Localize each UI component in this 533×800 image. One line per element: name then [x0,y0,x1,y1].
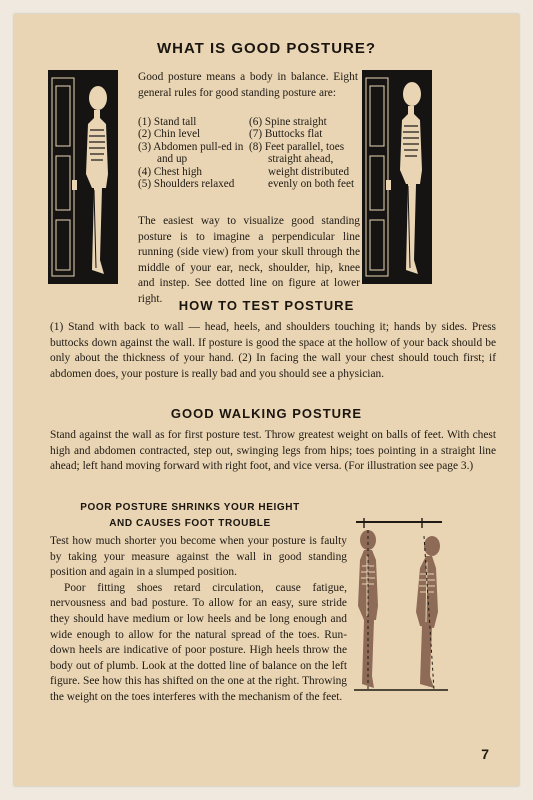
section-heading-walking: GOOD WALKING POSTURE [170,406,363,421]
skeleton-doorway-illustration [48,70,118,284]
posture-comparison-figure [350,516,452,694]
rules-column-left [138,116,248,190]
rules-column-right [249,116,361,190]
shoes-paragraph: Poor fitting shoes retard circulation, cause fatigue, nervousness and bad posture. To allow for an easy, sure stride they should have medium or low heels and be long enough and wide enough to allow for the natural spread of the toes. Run-down heels are indicative of poor posture. High heels throw the body out of plumb. Look at the dotted line of balance on the left figure. See how this has shifted on the one at the right. Throwing the weight on the toes interferes with the mechanism of the feet. [50,581,347,703]
page-number: 7 [481,746,489,762]
intro-paragraph: Good posture means a body in balance. Eight general rules for good standing posture are: [138,71,358,99]
skeleton-doorway-illustration [362,70,432,284]
section-heading-test: HOW TO TEST POSTURE [178,298,355,313]
skeleton-comparison-illustration [350,516,452,694]
rule-item: (3) Abdomen pull-ed in and up [138,140,244,166]
rule-item: (7) Buttocks flat [249,128,323,141]
walking-paragraph: Stand against the wall as for first posture test. Throw greatest weight on balls of feet. With chest high and abdomen contracted, step out, swinging legs from hips; toes pointing in a straight line ahead; left hand moving forward with right foot, and vice versa. (For illustration see page 3.) [50,429,496,473]
shrink-heading-line: POOR POSTURE SHRINKS YOUR HEIGHT [80,502,300,513]
shrink-section-text [50,534,347,706]
section-heading-shrink [80,500,300,532]
shrink-heading-line: AND CAUSES FOOT TROUBLE [109,518,271,529]
test-paragraph: (1) Stand with back to wall — head, heels, and shoulders touching it; hands by sides. Press buttocks down against the wall. If posture is good the space at the hollow of your back should be only about the thickness of your hand. (2) In facing the wall your chest should touch first; if abdomen does, your posture is really bad and you should see a physician. [50,321,496,380]
shrink-paragraph: Test how much shorter you become when your posture is faulty by taking your measure against the wall in good standing position and again in a slumped position. [50,535,347,579]
rule-item: (2) Chin level [138,128,201,141]
posture-figure-right [362,70,432,284]
rule-item: (4) Chest high [138,165,203,178]
posture-figure-left [48,70,118,284]
rule-item: (5) Shoulders relaxed [138,178,235,191]
document-page [14,14,519,786]
rule-item: (6) Spine straight [249,116,327,128]
page-title: WHAT IS GOOD POSTURE? [156,40,377,57]
rule-item: (1) Stand tall [138,116,197,128]
visualize-paragraph: The easiest way to visualize good standing posture is to imagine a perpendicular line running (side view) from your skull through the middle of your ear, neck, shoulder, hip, knee and instep. See dotted line on figure at lower right. [138,215,360,305]
rule-item: (8) Feet parallel, toes straight ahead, weight distributed evenly on both feet [249,140,355,191]
